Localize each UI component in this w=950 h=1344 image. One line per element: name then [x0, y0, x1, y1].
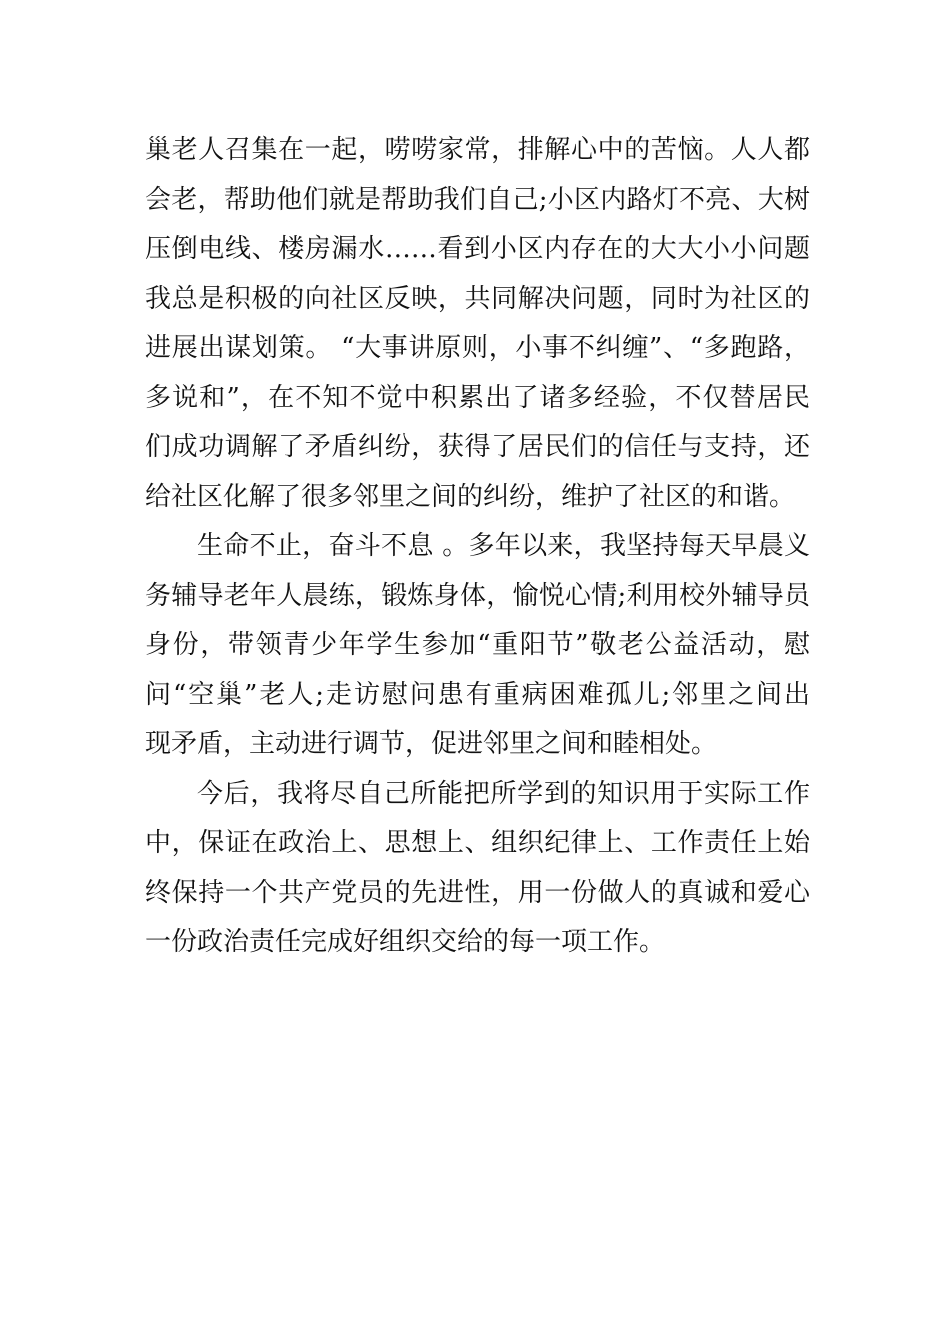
- paragraph-1-line-2: 会老，帮助他们就是帮助我们自己;小区内路灯不亮、大树: [145, 184, 810, 215]
- paragraph-2-line-4: 问“空巢”老人;走访慰问患有重病困难孤儿;邻里之间出: [145, 679, 810, 710]
- paragraph-3-line-3: 终保持一个共产党员的先进性，用一份做人的真诚和爱心: [145, 877, 810, 908]
- paragraph-1-line-6: 多说和”，在不知不觉中积累出了诸多经验，不仅替居民: [145, 382, 810, 413]
- paragraph-2-line-3: 身份，带领青少年学生参加“重阳节”敬老公益活动，慰: [145, 630, 810, 660]
- paragraph-1-line-3: 压倒电线、楼房漏水……看到小区内存在的大大小小问题: [145, 234, 810, 264]
- paragraph-1-line-4: 我总是积极的向社区反映，共同解决问题，同时为社区的: [145, 283, 810, 314]
- paragraph-3-line-4: 一份政治责任完成好组织交给的每一项工作。: [145, 927, 666, 957]
- paragraph-1-line-7: 们成功调解了矛盾纠纷，获得了居民们的信任与支持，还: [145, 432, 810, 462]
- paragraph-3-line-1: 今后，我将尽自己所能把所学到的知识用于实际工作: [197, 778, 810, 809]
- paragraph-1-line-8: 给社区化解了很多邻里之间的纠纷，维护了社区的和谐。: [145, 481, 796, 512]
- paragraph-2-line-2: 务辅导老年人晨练，锻炼身体，愉悦心情;利用校外辅导员: [145, 580, 810, 611]
- paragraph-1-line-5: 进展出谋划策。 “大事讲原则，小事不纠缠”、“多跑路，: [145, 333, 810, 363]
- paragraph-3-line-2: 中，保证在政治上、思想上、组织纪律上、工作责任上始: [145, 828, 810, 858]
- paragraph-2-line-1: 生命不止，奋斗不息 。多年以来，我坚持每天早晨义: [197, 531, 810, 561]
- document-body: [145, 126, 810, 968]
- paragraph-1-line-1: 巢老人召集在一起，唠唠家常，排解心中的苦恼。人人都: [145, 135, 810, 165]
- paragraph-2-line-5: 现矛盾，主动进行调节，促进邻里之间和睦相处。: [145, 729, 718, 759]
